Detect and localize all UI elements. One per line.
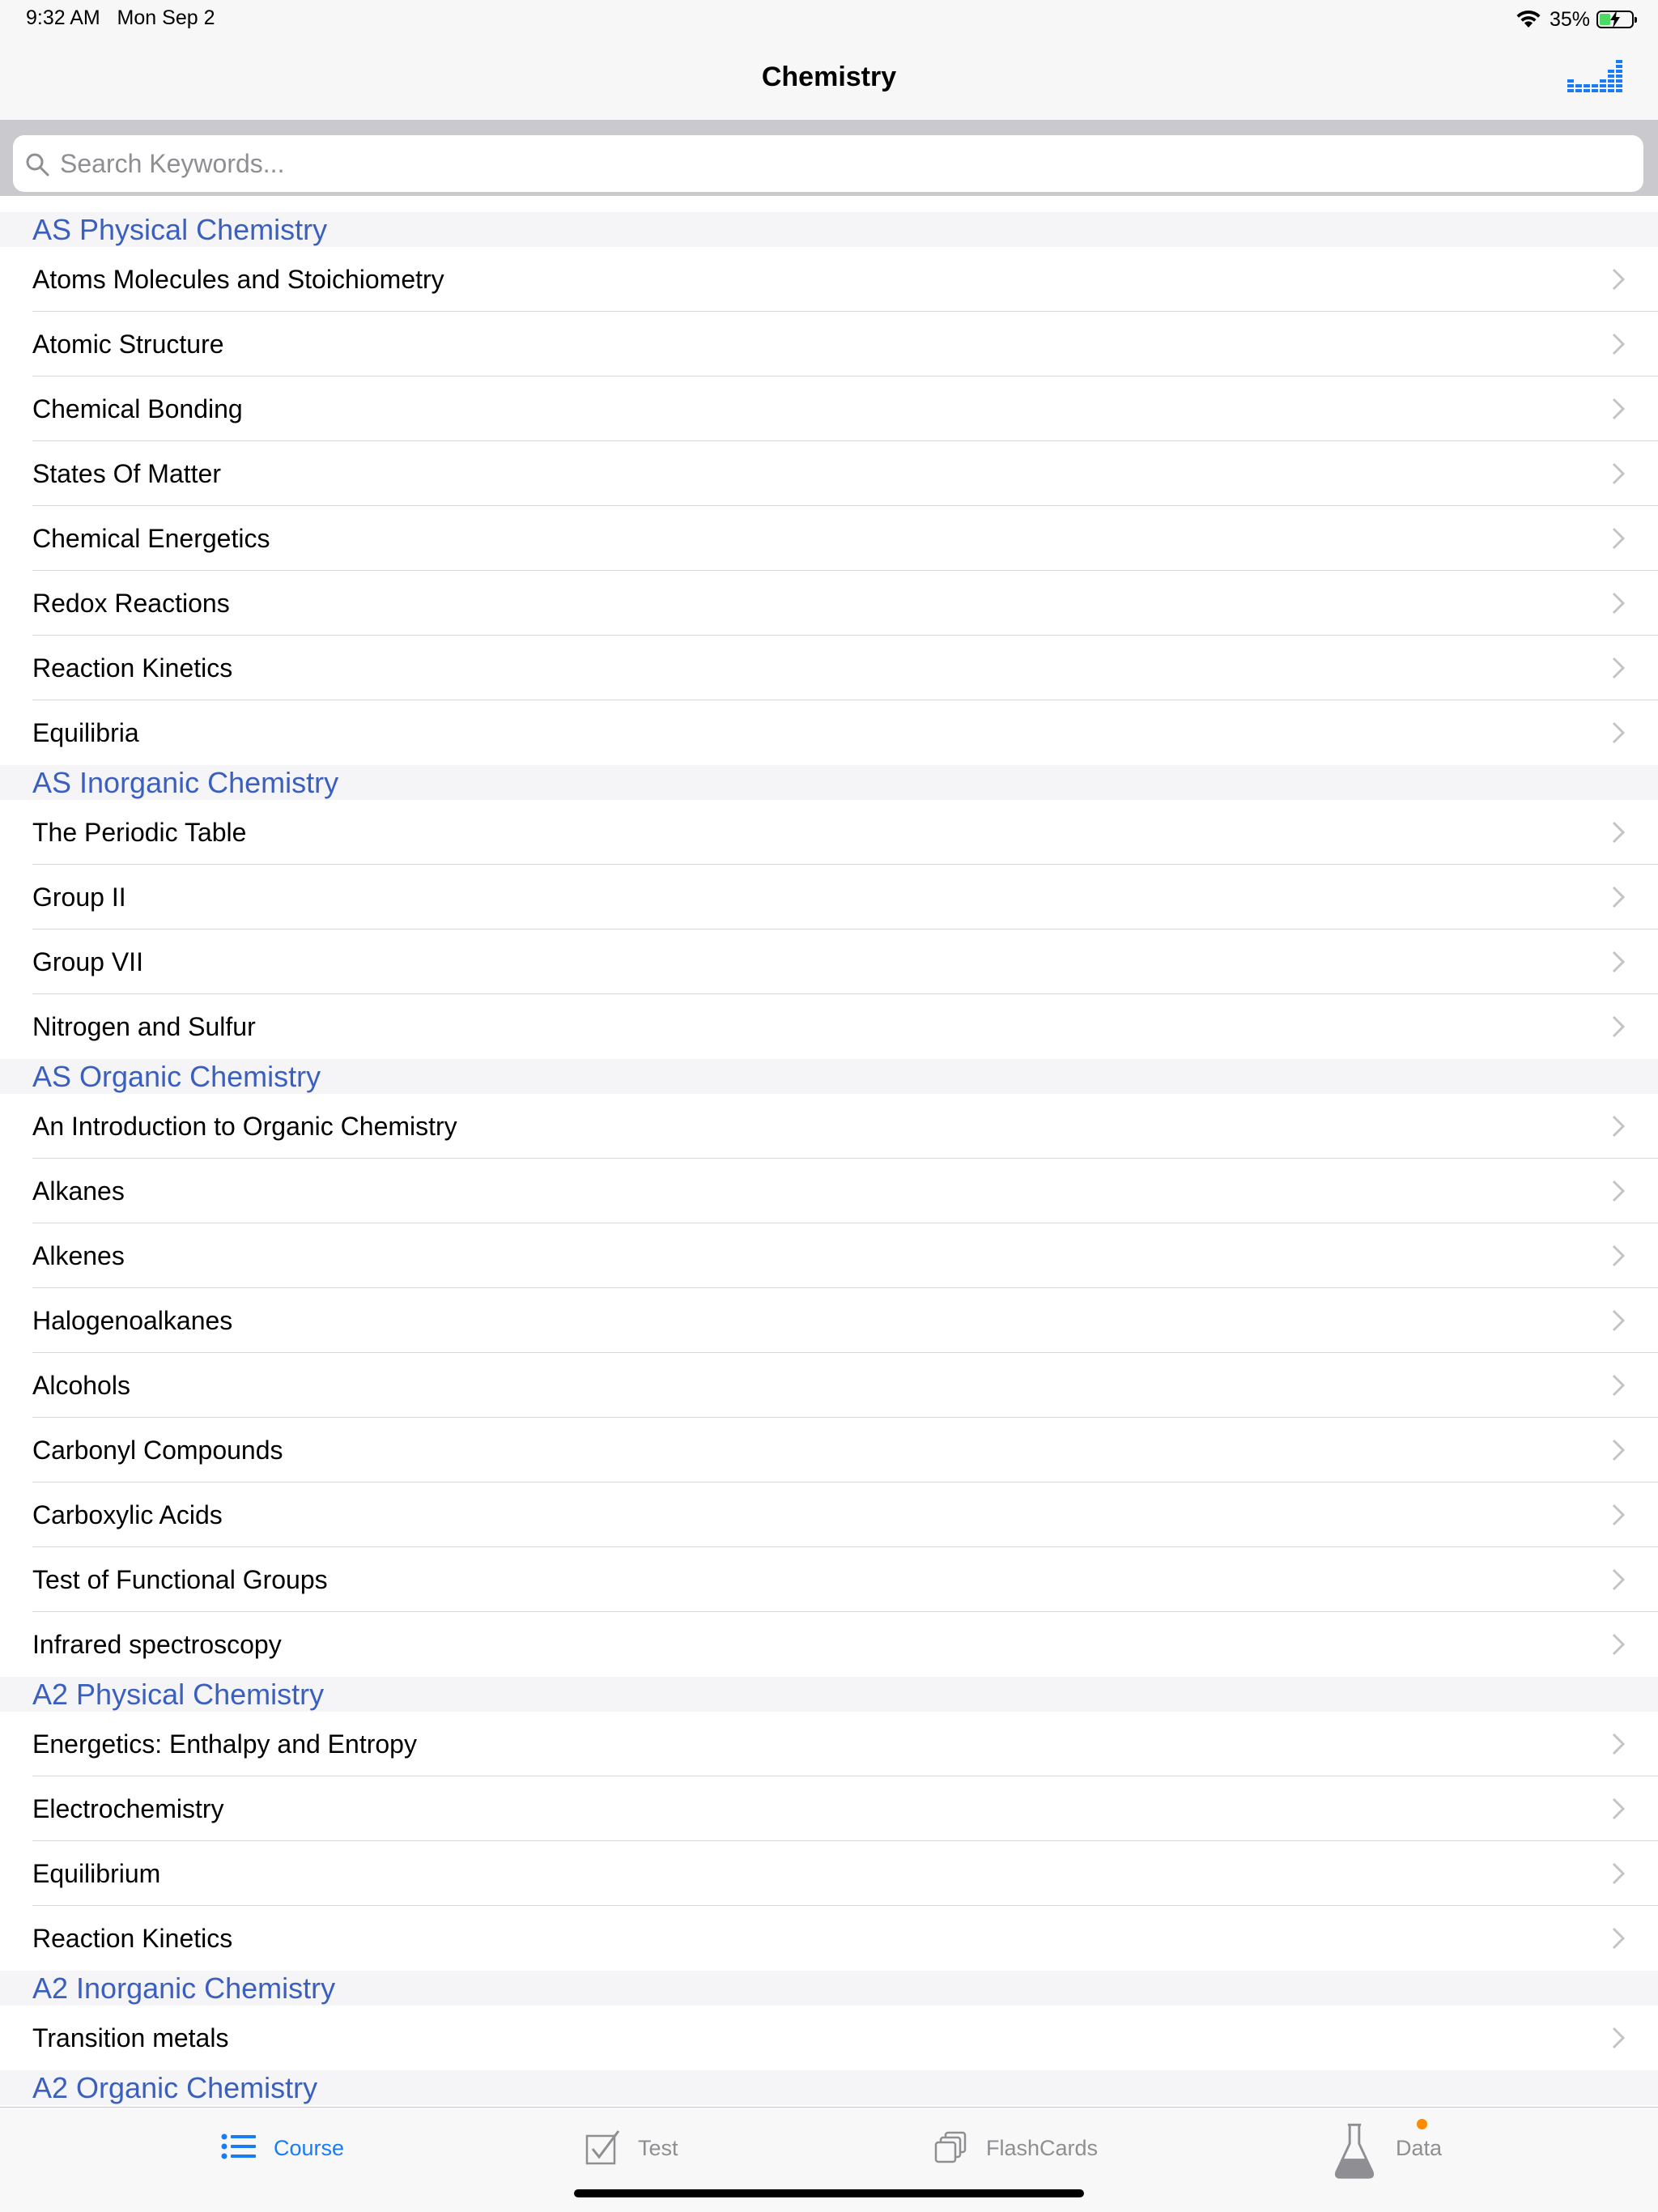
chevron-right-icon	[1611, 1374, 1626, 1397]
list-item[interactable]	[0, 929, 1658, 994]
checkbox-icon	[585, 2129, 622, 2167]
section-title: A2 Organic Chemistry	[32, 2071, 318, 2104]
list-item-label: Alcohols	[32, 1371, 130, 1400]
tab-label-data: Data	[1396, 2135, 1443, 2160]
tab-course[interactable]	[220, 2108, 344, 2189]
list-item[interactable]	[0, 1776, 1658, 1841]
chevron-right-icon	[1611, 333, 1626, 355]
list-item-label: An Introduction to Organic Chemistry	[32, 1112, 457, 1141]
search-icon	[24, 151, 50, 177]
flashcards-icon	[933, 2129, 970, 2167]
chevron-right-icon	[1611, 398, 1626, 420]
list-item-label: Chemical Energetics	[32, 524, 270, 553]
list-item-label: Chemical Bonding	[32, 394, 243, 423]
section-title: A2 Physical Chemistry	[32, 1678, 325, 1711]
list-item[interactable]	[0, 1159, 1658, 1223]
tab-test[interactable]	[585, 2108, 678, 2189]
chevron-right-icon	[1611, 1568, 1626, 1591]
list-item[interactable]	[0, 1288, 1658, 1353]
list-item-label: Test of Functional Groups	[32, 1565, 328, 1594]
list-item-label: Halogenoalkanes	[32, 1306, 233, 1335]
list-item-label: Infrared spectroscopy	[32, 1630, 282, 1659]
search-field[interactable]	[13, 135, 1643, 192]
navigation-bar	[0, 39, 1658, 121]
list-item-label: Carboxylic Acids	[32, 1500, 223, 1529]
list-item-label: Equilibria	[32, 718, 139, 747]
list-item-label: Redox Reactions	[32, 589, 230, 618]
list-item[interactable]	[0, 1353, 1658, 1418]
chevron-right-icon	[1611, 527, 1626, 550]
list-item[interactable]	[0, 312, 1658, 376]
list-item[interactable]	[0, 1841, 1658, 1906]
search-input[interactable]	[60, 135, 1630, 192]
status-bar	[0, 0, 1658, 39]
list-item-label: Alkenes	[32, 1241, 125, 1270]
chevron-right-icon	[1611, 821, 1626, 844]
chevron-right-icon	[1611, 1504, 1626, 1526]
list-item-label: The Periodic Table	[32, 818, 247, 847]
section-title: A2 Inorganic Chemistry	[32, 1972, 336, 2005]
list-item-label: Transition metals	[32, 2023, 229, 2052]
section-header	[0, 1677, 1658, 1712]
list-item-label: Carbonyl Compounds	[32, 1436, 283, 1465]
list-item-label: Equilibrium	[32, 1859, 161, 1888]
chevron-right-icon	[1611, 1244, 1626, 1267]
chevron-right-icon	[1611, 1862, 1626, 1885]
list-item[interactable]	[0, 571, 1658, 636]
chevron-right-icon	[1611, 1015, 1626, 1038]
chevron-right-icon	[1611, 1733, 1626, 1755]
list-item[interactable]	[0, 247, 1658, 312]
bar-chart-icon[interactable]	[1566, 60, 1624, 96]
search-bar	[0, 121, 1658, 196]
page-title: Chemistry	[761, 62, 897, 92]
section-title: AS Organic Chemistry	[32, 1060, 321, 1093]
notification-badge	[1417, 2119, 1427, 2129]
flask-icon	[1329, 2123, 1380, 2181]
list-item[interactable]	[0, 1906, 1658, 1971]
chevron-right-icon	[1611, 268, 1626, 291]
chevron-right-icon	[1611, 2027, 1626, 2049]
chevron-right-icon	[1611, 886, 1626, 908]
list-item[interactable]	[0, 1482, 1658, 1547]
list-icon	[220, 2129, 257, 2167]
section-header	[0, 2070, 1658, 2105]
section-header	[0, 212, 1658, 247]
list-item[interactable]	[0, 1418, 1658, 1482]
chevron-right-icon	[1611, 657, 1626, 679]
battery-percent: 35%	[1549, 7, 1590, 31]
status-time: 9:32 AM Mon Sep 2	[26, 6, 215, 29]
section-title: AS Physical Chemistry	[32, 213, 328, 246]
chevron-right-icon	[1611, 1309, 1626, 1332]
list-item-label: Reaction Kinetics	[32, 1924, 233, 1953]
list-item[interactable]	[0, 1712, 1658, 1776]
section-header	[0, 1971, 1658, 2006]
list-item-label: Atoms Molecules and Stoichiometry	[32, 265, 444, 294]
course-list[interactable]	[0, 212, 1658, 2105]
chevron-right-icon	[1611, 721, 1626, 744]
wifi-icon	[1516, 10, 1541, 29]
section-header	[0, 765, 1658, 800]
list-item-label: Alkanes	[32, 1176, 125, 1206]
list-item-label: Energetics: Enthalpy and Entropy	[32, 1729, 417, 1759]
list-item[interactable]	[0, 441, 1658, 506]
tab-label-test: Test	[638, 2135, 678, 2160]
chevron-right-icon	[1611, 1797, 1626, 1820]
tab-flashcards[interactable]	[933, 2108, 1098, 2189]
list-item-label: Atomic Structure	[32, 330, 224, 359]
section-header	[0, 1059, 1658, 1094]
list-item-label: Group II	[32, 883, 126, 912]
list-item-label: Electrochemistry	[32, 1794, 224, 1823]
list-item[interactable]	[0, 1094, 1658, 1159]
list-item-label: Reaction Kinetics	[32, 653, 233, 683]
list-item[interactable]	[0, 506, 1658, 571]
chevron-right-icon	[1611, 1439, 1626, 1461]
battery-icon	[1596, 11, 1634, 28]
list-item[interactable]	[0, 994, 1658, 1059]
list-item[interactable]	[0, 1612, 1658, 1677]
charging-bolt-icon	[1609, 11, 1621, 28]
chevron-right-icon	[1611, 592, 1626, 615]
chevron-right-icon	[1611, 1927, 1626, 1950]
list-item[interactable]	[0, 1547, 1658, 1612]
chevron-right-icon	[1611, 462, 1626, 485]
list-item-label: Nitrogen and Sulfur	[32, 1012, 256, 1041]
list-item[interactable]	[0, 865, 1658, 929]
list-item-label: States Of Matter	[32, 459, 221, 488]
home-indicator	[574, 2189, 1084, 2197]
list-item[interactable]	[0, 2006, 1658, 2070]
chevron-right-icon	[1611, 951, 1626, 973]
status-indicators	[1516, 6, 1634, 32]
tab-label-flashcards: FlashCards	[986, 2135, 1099, 2160]
list-item[interactable]	[0, 376, 1658, 441]
list-item[interactable]	[0, 700, 1658, 765]
chevron-right-icon	[1611, 1180, 1626, 1202]
list-item[interactable]	[0, 636, 1658, 700]
list-item[interactable]	[0, 1223, 1658, 1288]
list-item[interactable]	[0, 800, 1658, 865]
tab-label-course: Course	[274, 2135, 345, 2160]
section-title: AS Inorganic Chemistry	[32, 766, 339, 799]
chevron-right-icon	[1611, 1633, 1626, 1656]
chevron-right-icon	[1611, 1115, 1626, 1138]
list-item-label: Group VII	[32, 947, 143, 976]
